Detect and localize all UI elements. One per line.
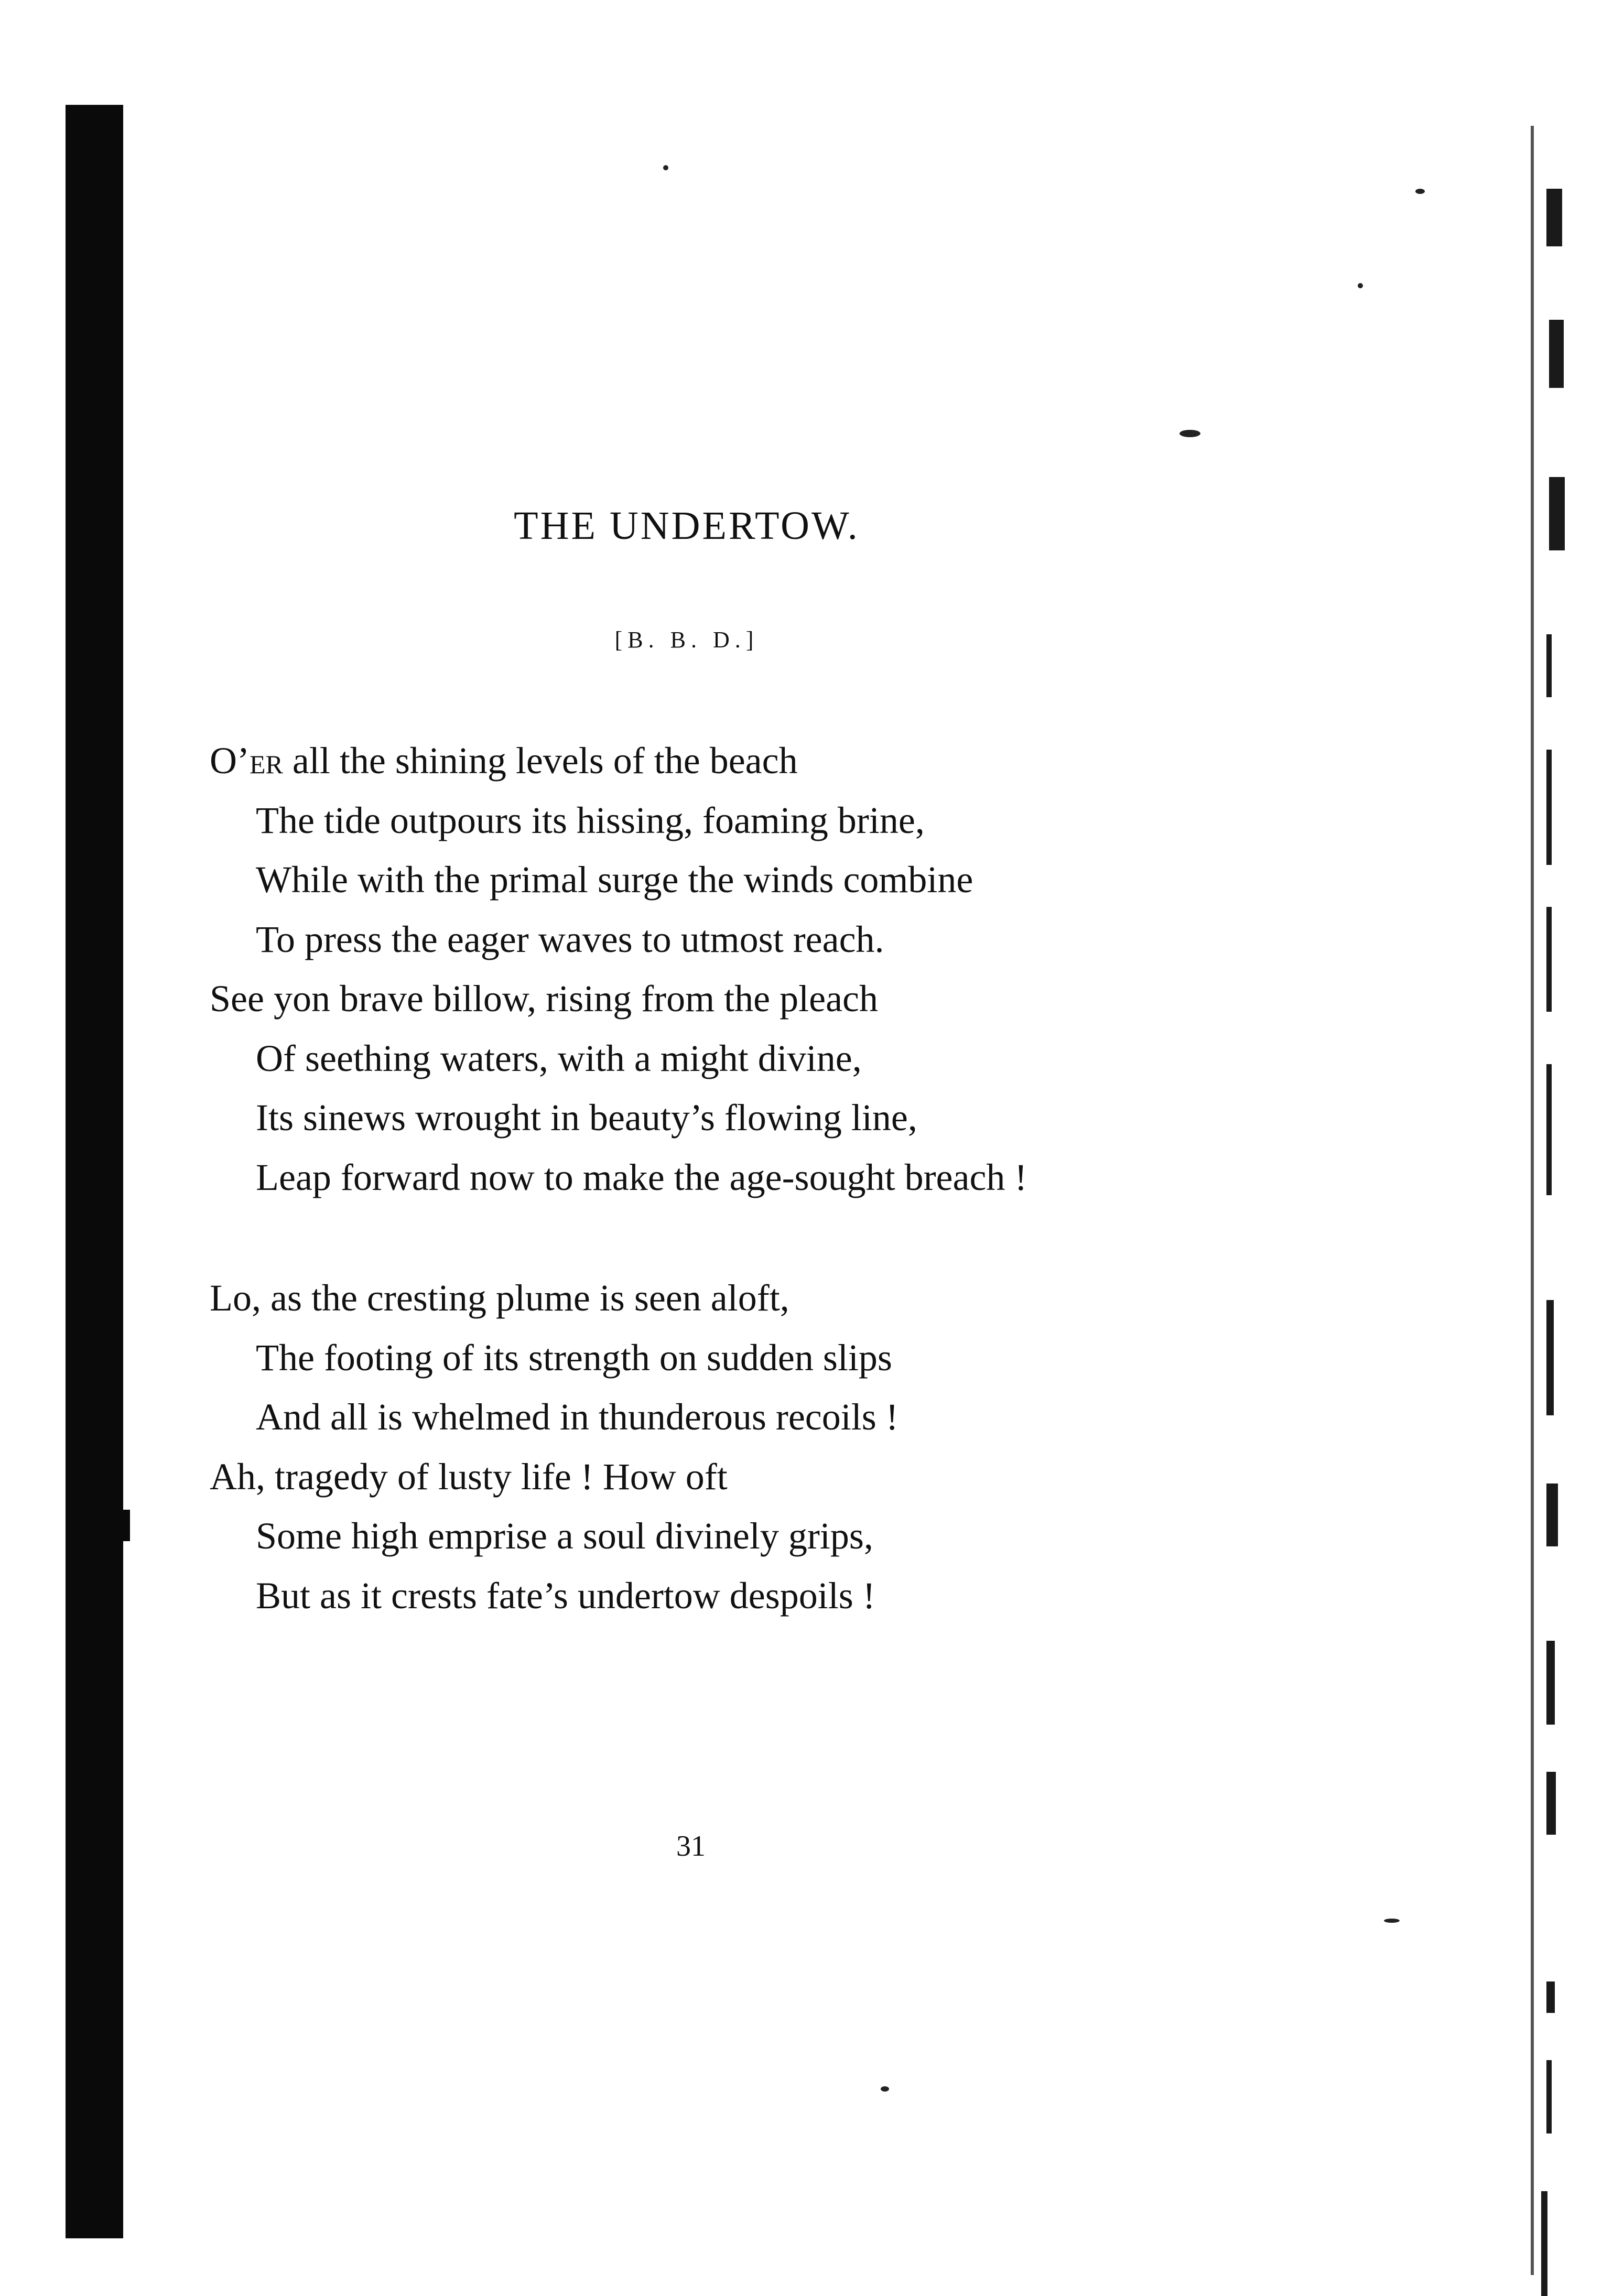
poem-attribution: [B. B. D.] <box>614 627 759 653</box>
poem-line: But as it crests fate’s undertow despoils ! <box>256 1574 875 1617</box>
binding-shadow <box>66 105 123 2238</box>
poem-line: Of seething waters, with a might divine, <box>256 1037 862 1079</box>
poem-line: Ah, tragedy of lusty life ! How oft <box>210 1455 728 1498</box>
poem-line: The footing of its strength on sudden slips <box>256 1336 892 1379</box>
speck <box>663 165 668 170</box>
poem-line: And all is whelmed in thunderous recoils ! <box>256 1396 898 1438</box>
speck <box>1384 1919 1400 1923</box>
poem-line: Lo, as the cresting plume is seen aloft, <box>210 1277 789 1319</box>
initial-word: O’ <box>210 740 250 782</box>
poem-line: While with the primal surge the winds combine <box>256 859 973 901</box>
page-number: 31 <box>676 1830 706 1862</box>
stanza <box>210 731 1232 1207</box>
poem-title: THE UNDERTOW. <box>514 504 860 548</box>
initial-word-smallcaps: er <box>249 740 283 782</box>
poem-line-text: all the shining levels of the beach <box>283 740 798 782</box>
stanza <box>210 1269 1232 1626</box>
speck <box>1179 430 1200 437</box>
page-edge-noise <box>1520 68 1588 2238</box>
poem-line: Its sinews wrought in beauty’s flowing line, <box>256 1097 917 1139</box>
poem-line: Leap forward now to make the age-sought breach ! <box>256 1156 1027 1198</box>
poem-line: To press the eager waves to utmost reach. <box>256 918 884 960</box>
speck <box>1358 283 1363 288</box>
poem-line <box>210 731 1232 791</box>
binding-shadow-notch <box>122 1510 130 1541</box>
poem-line: Some high emprise a soul divinely grips, <box>256 1515 873 1557</box>
poem-line: See yon brave billow, rising from the pleach <box>210 978 878 1020</box>
poem-line: The tide outpours its hissing, foaming brine, <box>256 799 925 841</box>
speck <box>881 2086 889 2092</box>
speck <box>1415 189 1425 194</box>
